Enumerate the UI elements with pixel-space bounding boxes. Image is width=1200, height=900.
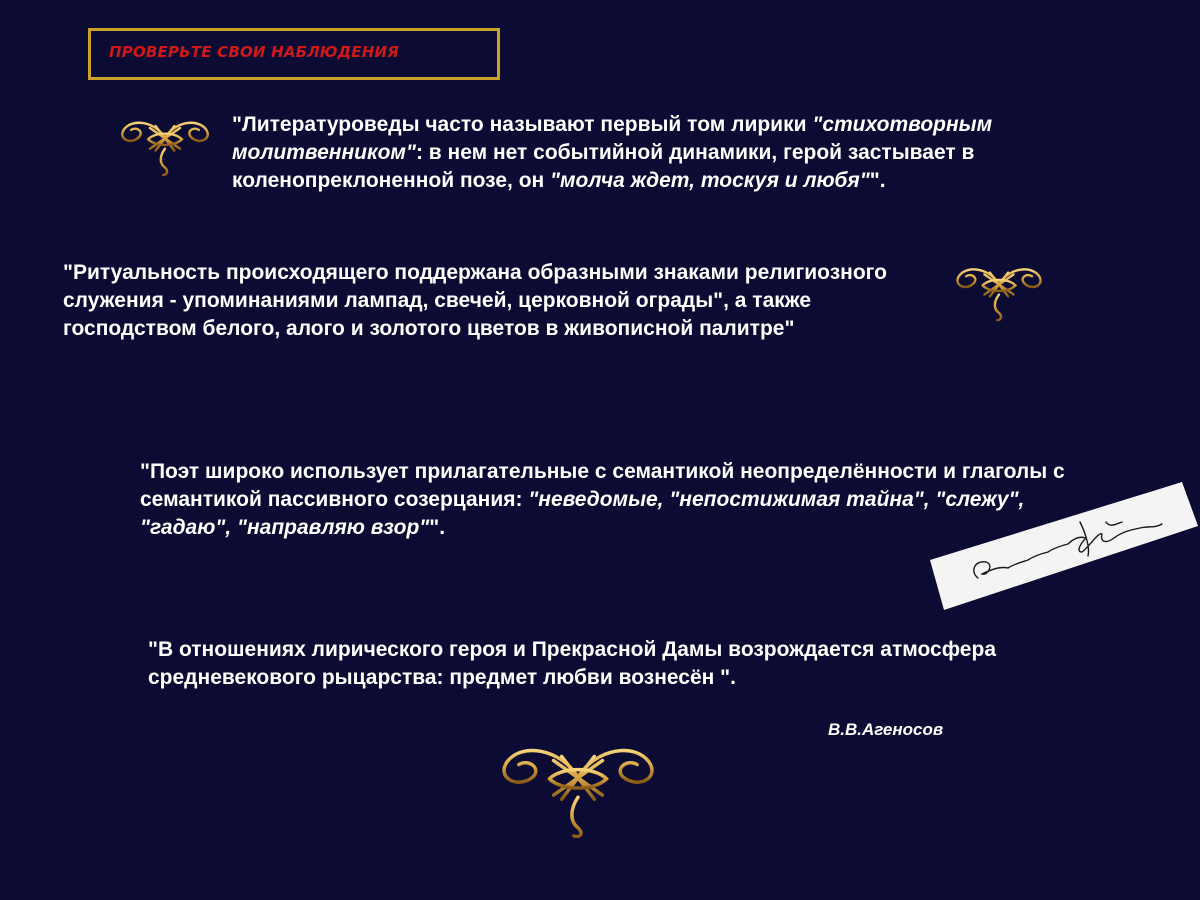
- author-attribution: В.В.Агеносов: [828, 720, 944, 739]
- quote-segment: ".: [869, 169, 886, 192]
- quote-segment: "Литературоведы часто называют первый том лирики: [232, 113, 813, 136]
- quote-segment: "Ритуальность происходящего поддержана образными знаками религиозного служения - упоминаниями лампад, свечей, церковной ограды", а также господством белого, алого и золотого цветов в живописной палитре": [63, 261, 887, 340]
- quote-segment: "В отношениях лирического героя и Прекрасной Дамы возрождается атмосфера средневекового рыцарства: предмет любви вознесён ".: [148, 638, 996, 689]
- quote-segment: : в нем нет событийной динамики, герой застывает в коленопреклоненной позе, он: [232, 141, 975, 192]
- quote-segment: "молча ждет, тоскуя и любя": [550, 169, 870, 192]
- quote-2: [63, 259, 933, 343]
- gold-ornament-icon: [118, 110, 212, 178]
- quote-segment: "стихотворным молитвенником": [232, 113, 993, 164]
- signature-image: [930, 482, 1198, 610]
- title-box: [88, 28, 500, 80]
- quote-segment: "неведомые, "непостижимая тайна", "слежу", "гадаю", "направляю взор": [140, 488, 1025, 539]
- quote-segment: "Поэт широко использует прилагательные с семантикой неопределённости и глаголы с семантикой пассивного созерцания:: [140, 460, 1065, 511]
- gold-ornament-icon: [952, 258, 1046, 322]
- page-title: ПРОВЕРЬТЕ СВОИ НАБЛЮДЕНИЯ: [109, 43, 399, 61]
- gold-ornament-icon: [496, 736, 660, 838]
- quote-segment: ".: [429, 516, 446, 539]
- quote-1: [232, 111, 1152, 195]
- quote-4: [148, 636, 1048, 692]
